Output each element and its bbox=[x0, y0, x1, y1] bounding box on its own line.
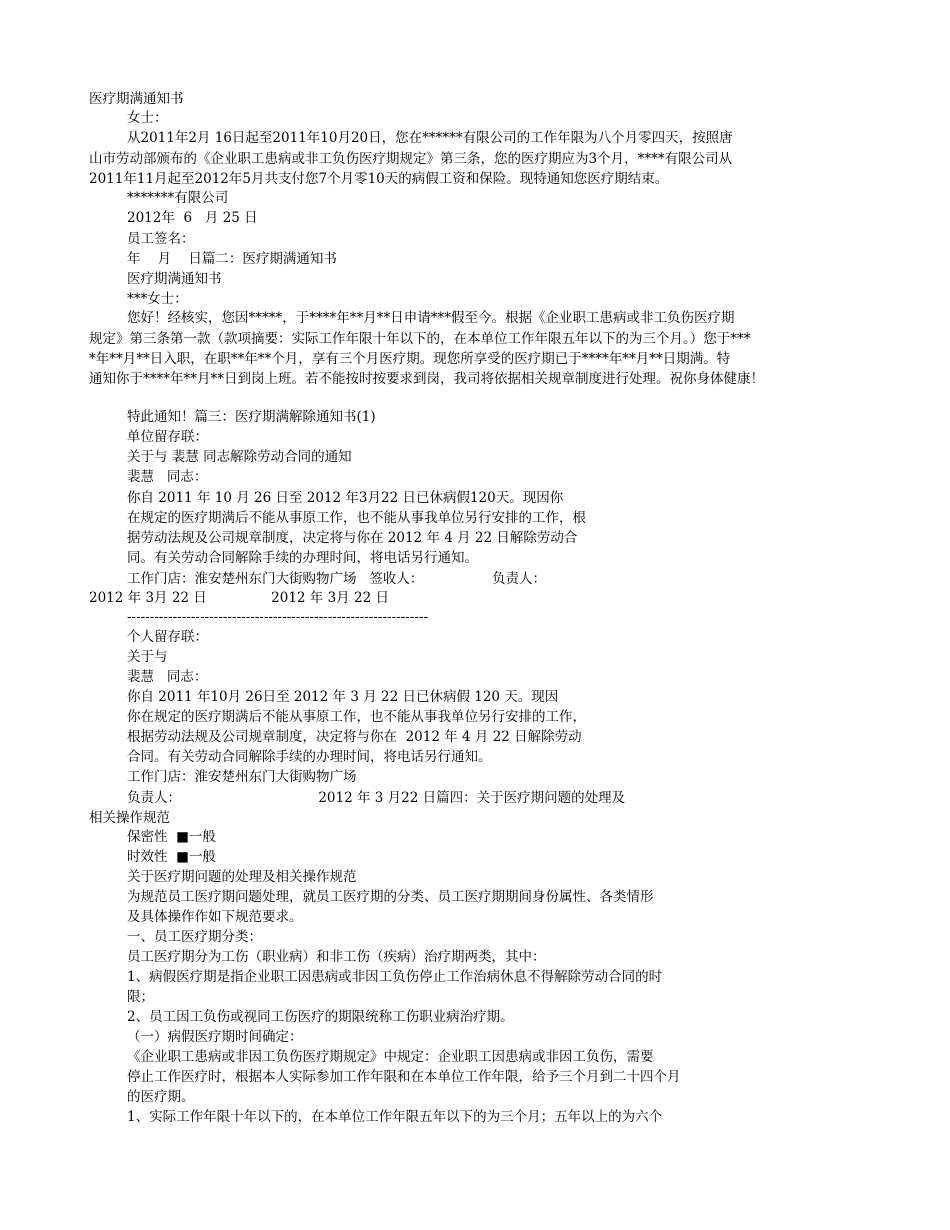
text-line: 根据劳动法规及公司规章制度，决定将与你在 2012 年 4 月 22 日解除劳动 bbox=[127, 729, 582, 745]
text-line: 关于与 裴慧 同志解除劳动合同的通知 bbox=[127, 449, 352, 465]
divider-line: ------------------------------------------------------------------ bbox=[127, 609, 429, 625]
text-line: *年**月**日入职，在职**年**个月，享有三个月医疗期。现您所享受的医疗期已于****年**月**日期满。特 bbox=[89, 351, 731, 367]
text-line: 你自 2011 年10月 26日至 2012 年 3 月 22 日已休病假 120 天。现因 bbox=[127, 689, 559, 705]
text-line: 相关操作规范 bbox=[89, 810, 170, 826]
text-line: 你在规定的医疗期满后不能从事原工作，也不能从事我单位另行安排的工作， bbox=[127, 709, 586, 725]
section-title: 医疗期满通知书 bbox=[127, 271, 222, 287]
text-line: 限； bbox=[127, 989, 154, 1005]
text-line: 《企业职工患病或非因工负伤医疗期规定》中规定：企业职工因患病或非因工负伤，需要 bbox=[127, 1049, 654, 1065]
text-line: 时效性 ■一般 bbox=[127, 849, 216, 865]
text-line: 您好！经核实，您因*****，于****年**月**日申请***假至今。根据《企业职工患病或非工负伤医疗期 bbox=[127, 310, 735, 326]
text-line: 及具体操作作如下规范要求。 bbox=[127, 909, 303, 925]
text-line: 山市劳动部颁布的《企业职工患病或非工负伤医疗期规定》第三条，您的医疗期应为3个月，****有限公司从 bbox=[89, 151, 733, 167]
text-line: 负责人： 2012 年 3 月22 日篇四：关于医疗期问题的处理及 bbox=[127, 790, 626, 806]
text-line: 从2011年2月 16日起至2011年10月20日，您在******有限公司的工作年限为八个月零四天，按照唐 bbox=[127, 130, 733, 146]
text-line: 工作门店：淮安楚州东门大街购物广场 签收人： 负责人： bbox=[127, 571, 547, 587]
text-line: 个人留存联： bbox=[127, 629, 208, 645]
text-line: 裴慧 同志： bbox=[127, 669, 208, 685]
text-line: 一、员工医疗期分类： bbox=[127, 929, 262, 945]
text-line: 1、实际工作年限十年以下的，在本单位工作年限五年以下的为三个月；五年以上的为六个 bbox=[127, 1109, 663, 1125]
text-line: 2012 年 3月 22 日 2012 年 3月 22 日 bbox=[89, 590, 389, 606]
text-line: 1、病假医疗期是指企业职工因患病或非因工负伤停止工作治病休息不得解除劳动合同的时 bbox=[127, 969, 663, 985]
text-line: 通知你于****年**月**日到岗上班。若不能按时按要求到岗，我司将依据相关规章制度进行处理。祝你身体健康！ bbox=[89, 371, 764, 387]
text-line: 的医疗期。 bbox=[127, 1089, 195, 1105]
text-line: ***女士： bbox=[127, 291, 188, 307]
text-line: 据劳动法规及公司规章制度，决定将与你在 2012 年 4 月 22 日解除劳动合 bbox=[127, 530, 578, 546]
text-line: *******有限公司 bbox=[127, 190, 229, 206]
text-line: 你自 2011 年 10 月 26 日至 2012 年3月22 日已休病假120天。现因你 bbox=[127, 490, 564, 506]
text-line: 保密性 ■一般 bbox=[127, 829, 216, 845]
text-line: 2011年11月起至2012年5月共支付您7个月零10天的病假工资和保险。现特通知您医疗期结束。 bbox=[89, 171, 669, 187]
text-line: 规定》第三条第一款（款项摘要：实际工作年限十年以下的，在本单位工作年限五年以下的为三个月。）您于*** bbox=[89, 331, 751, 347]
text-line: 员工医疗期分为工伤（职业病）和非工伤（疾病）治疗期两类，其中： bbox=[127, 949, 546, 965]
doc-title: 医疗期满通知书 bbox=[89, 91, 184, 107]
text-line: 合同。有关劳动合同解除手续的办理时间，将电话另行通知。 bbox=[127, 749, 492, 765]
text-line: 2012年 6 月 25 日 bbox=[127, 210, 258, 226]
section-title: 关于医疗期问题的处理及相关操作规范 bbox=[127, 869, 357, 885]
text-line: 特此通知！篇三：医疗期满解除通知书(1) bbox=[127, 409, 376, 425]
text-line: 为规范员工医疗期问题处理，就员工医疗期的分类、员工医疗期期间身份属性、各类情形 bbox=[127, 889, 654, 905]
text-line: 女士： bbox=[127, 110, 168, 126]
text-line: （一）病假医疗期时间确定： bbox=[127, 1029, 303, 1045]
text-line: 停止工作医疗时，根据本人实际参加工作年限和在本单位工作年限，给予三个月到二十四个月 bbox=[127, 1069, 681, 1085]
text-line: 同。有关劳动合同解除手续的办理时间，将电话另行通知。 bbox=[127, 550, 478, 566]
text-line: 裴慧 同志： bbox=[127, 469, 208, 485]
text-line: 2、员工因工负伤或视同工伤医疗的期限统称工伤职业病治疗期。 bbox=[127, 1009, 514, 1025]
text-line: 年 月 日篇二：医疗期满通知书 bbox=[127, 251, 337, 267]
text-line: 在规定的医疗期满后不能从事原工作，也不能从事我单位另行安排的工作，根 bbox=[127, 510, 586, 526]
text-line: 关于与 bbox=[127, 649, 168, 665]
text-line: 员工签名： bbox=[127, 231, 195, 247]
text-line: 单位留存联： bbox=[127, 429, 208, 445]
text-line: 工作门店：淮安楚州东门大街购物广场 bbox=[127, 769, 357, 785]
